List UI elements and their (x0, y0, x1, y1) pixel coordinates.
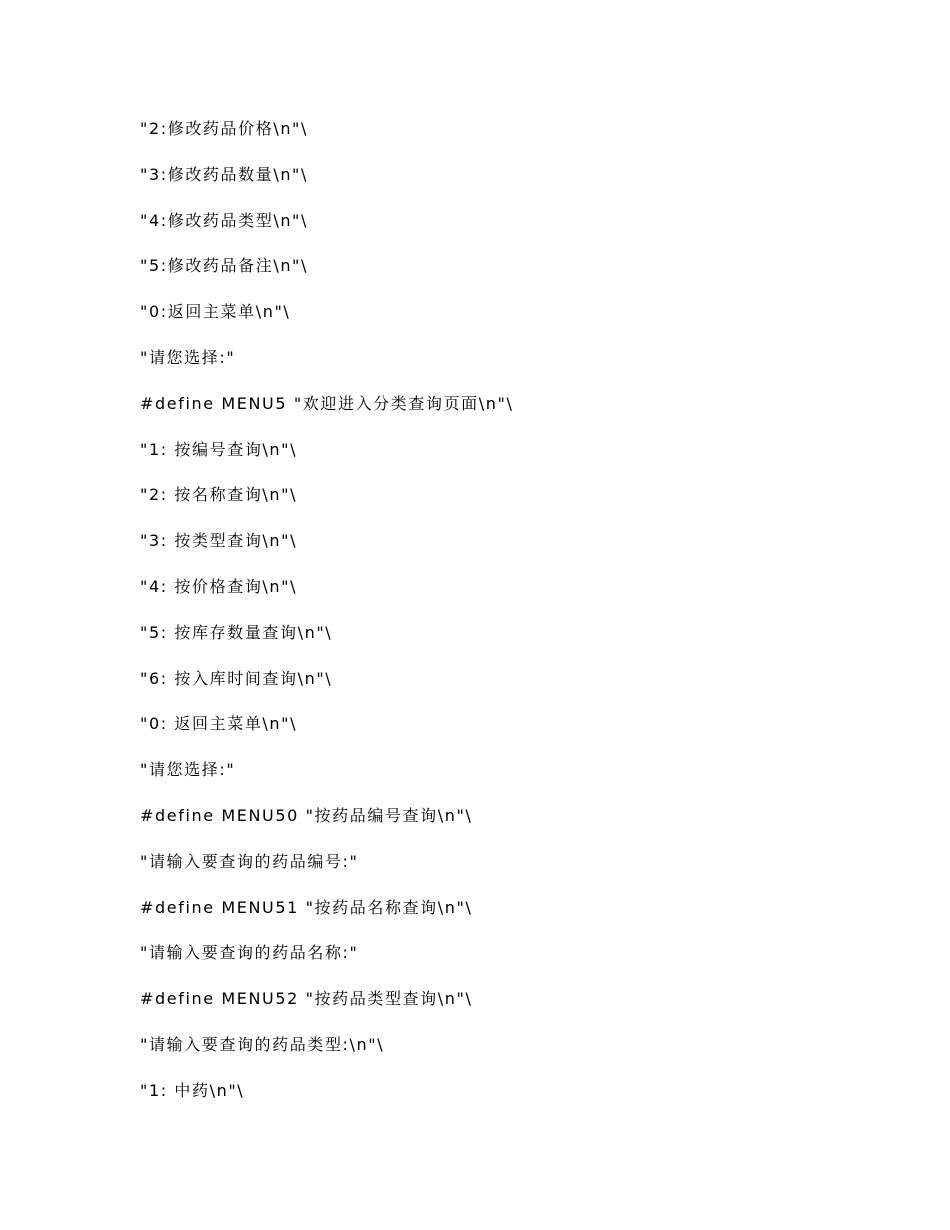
code-line: "请输入要查询的药品编号:" (140, 851, 359, 871)
code-line: "0: 返回主菜单\n"\ (140, 714, 298, 734)
code-line: "1: 中药\n"\ (140, 1080, 245, 1100)
code-line: "5:修改药品备注\n"\ (140, 256, 309, 276)
code-line: "2:修改药品价格\n"\ (140, 119, 309, 138)
code-line: "请您选择:" (140, 347, 236, 367)
code-line: "4: 按价格查询\n"\ (140, 576, 298, 596)
code-line: "1: 按编号查询\n"\ (140, 439, 298, 459)
code-line: "2: 按名称查询\n"\ (140, 485, 298, 505)
code-line: "3:修改药品数量\n"\ (140, 164, 309, 184)
code-line: "4:修改药品类型\n"\ (140, 210, 309, 230)
code-line: #define MENU51 "按药品名称查询\n"\ (140, 897, 473, 917)
code-lines (140, 116, 900, 1124)
code-line: "6: 按入库时间查询\n"\ (140, 668, 333, 688)
code-line: "5: 按库存数量查询\n"\ (140, 622, 333, 642)
code-line: #define MENU5 "欢迎进入分类查询页面\n"\ (140, 393, 514, 413)
code-line: #define MENU50 "按药品编号查询\n"\ (140, 805, 473, 825)
code-line: "请输入要查询的药品名称:" (140, 943, 359, 963)
code-line: "请输入要查询的药品类型:\n"\ (140, 1034, 385, 1054)
code-line: "0:返回主菜单\n"\ (140, 302, 291, 322)
code-line: "请您选择:" (140, 760, 236, 780)
code-line: #define MENU52 "按药品类型查询\n"\ (140, 989, 473, 1009)
code-line: "3: 按类型查询\n"\ (140, 531, 298, 551)
